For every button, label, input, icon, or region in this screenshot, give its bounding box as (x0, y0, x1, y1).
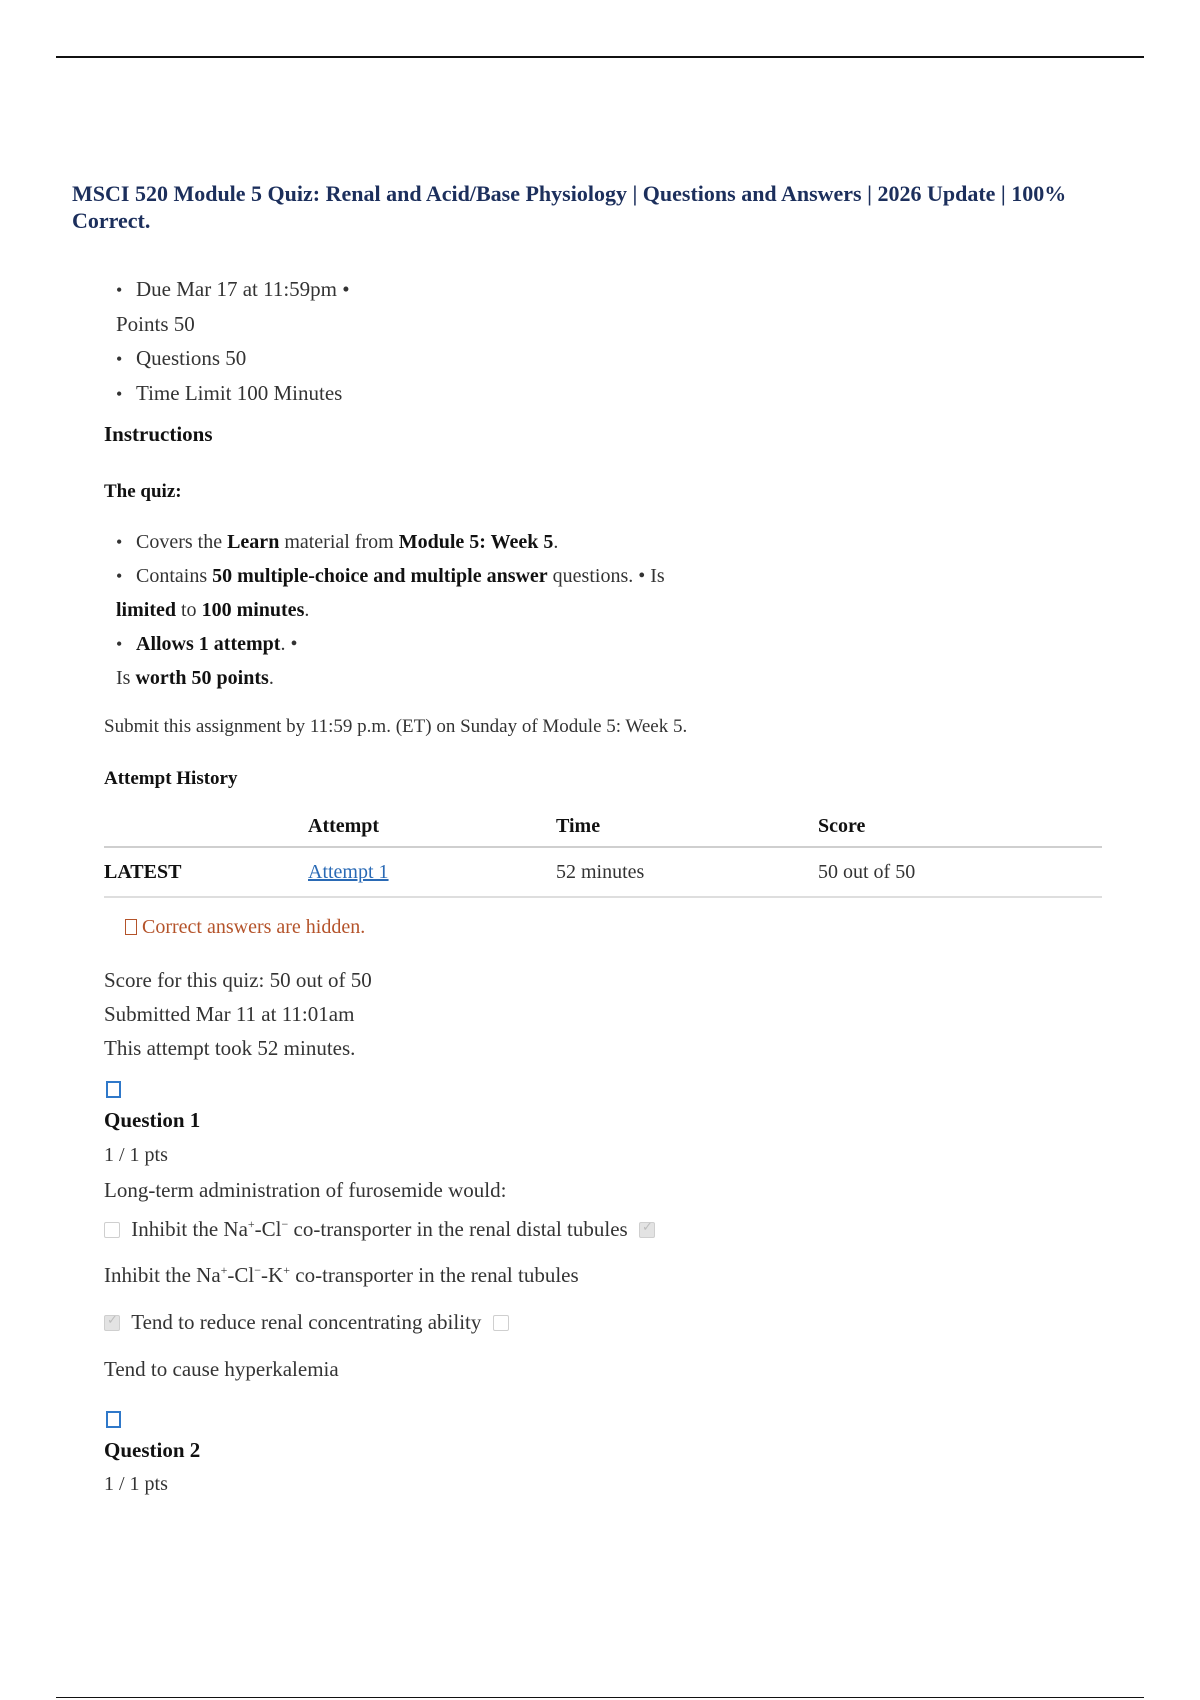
answer-label: Inhibit the Na+-Cl−-K+ co-transporter in the renal tubules (104, 1263, 579, 1287)
quiz-details (116, 272, 350, 411)
answer-checkbox[interactable] (639, 1222, 655, 1238)
page-title: MSCI 520 Module 5 Quiz: Renal and Acid/Base Physiology | Questions and Answers | 2026 Update | 100% Correct. (72, 181, 1067, 233)
question-2-points: 1 / 1 pts (104, 1473, 168, 1495)
due-date: • Due Mar 17 at 11:59pm • (116, 272, 350, 307)
rule-covers: • Covers the Learn material from Module 5: Week 5. (116, 525, 916, 559)
latest-label: LATEST (104, 847, 308, 897)
rule-allows: • Allows 1 attempt. • (116, 627, 916, 661)
column-header-time: Time (556, 806, 818, 847)
questions-count: • Questions 50 (116, 341, 350, 376)
answer-label: Tend to cause hyperkalemia (104, 1357, 339, 1381)
instructions-heading: Instructions (104, 422, 213, 446)
score-cell: 50 out of 50 (818, 847, 1102, 897)
flag-question-icon[interactable] (106, 1411, 121, 1428)
column-header-label (104, 806, 308, 847)
column-header-attempt: Attempt (308, 806, 556, 847)
answer-checkbox[interactable] (493, 1315, 509, 1331)
answer-label: Tend to reduce renal concentrating ability (131, 1310, 482, 1334)
attempt-history-heading: Attempt History (104, 768, 238, 789)
notice-text: Correct answers are hidden. (142, 916, 366, 938)
top-rule (56, 56, 1144, 58)
question-1-text: Long-term administration of furosemide would: (104, 1178, 507, 1202)
question-2-title: Question 2 (104, 1438, 201, 1462)
bottom-rule (56, 1697, 1144, 1698)
answer-checkbox[interactable] (104, 1315, 120, 1331)
attempt-history-table (104, 806, 1102, 898)
time-limit: • Time Limit 100 Minutes (116, 376, 350, 411)
answer-option-3[interactable] (104, 1310, 509, 1335)
quiz-score: Score for this quiz: 50 out of 50 (104, 968, 372, 992)
submit-note: Submit this assignment by 11:59 p.m. (ET) on Sunday of Module 5: Week 5. (104, 716, 688, 737)
points-value: Points 50 (116, 312, 195, 336)
quiz-rules (116, 525, 916, 695)
hidden-answers-notice (125, 916, 365, 939)
answer-option-2[interactable] (104, 1263, 579, 1288)
table-header-row (104, 806, 1102, 847)
attempt-summary (104, 963, 372, 1065)
rule-limited: limited to 100 minutes. (116, 599, 310, 621)
quiz-subheading: The quiz: (104, 481, 182, 502)
attempt-cell (308, 847, 556, 897)
table-row (104, 847, 1102, 897)
answer-option-1[interactable] (104, 1217, 655, 1242)
answer-option-4[interactable] (104, 1357, 339, 1382)
time-cell: 52 minutes (556, 847, 818, 897)
flag-question-icon[interactable] (106, 1081, 121, 1098)
rule-contains: • Contains 50 multiple-choice and multiple answer questions. • Is (116, 559, 916, 593)
answer-checkbox[interactable] (104, 1222, 120, 1238)
attempt-link[interactable]: Attempt 1 (308, 860, 389, 883)
question-1-points: 1 / 1 pts (104, 1144, 168, 1166)
column-header-score: Score (818, 806, 1102, 847)
warning-icon (125, 919, 137, 935)
answer-label: Inhibit the Na+-Cl− co-transporter in the renal distal tubules (131, 1217, 628, 1241)
attempt-duration: This attempt took 52 minutes. (104, 1036, 356, 1060)
submitted-time: Submitted Mar 11 at 11:01am (104, 1002, 355, 1026)
rule-worth: Is worth 50 points. (116, 667, 274, 689)
question-1-title: Question 1 (104, 1108, 201, 1132)
